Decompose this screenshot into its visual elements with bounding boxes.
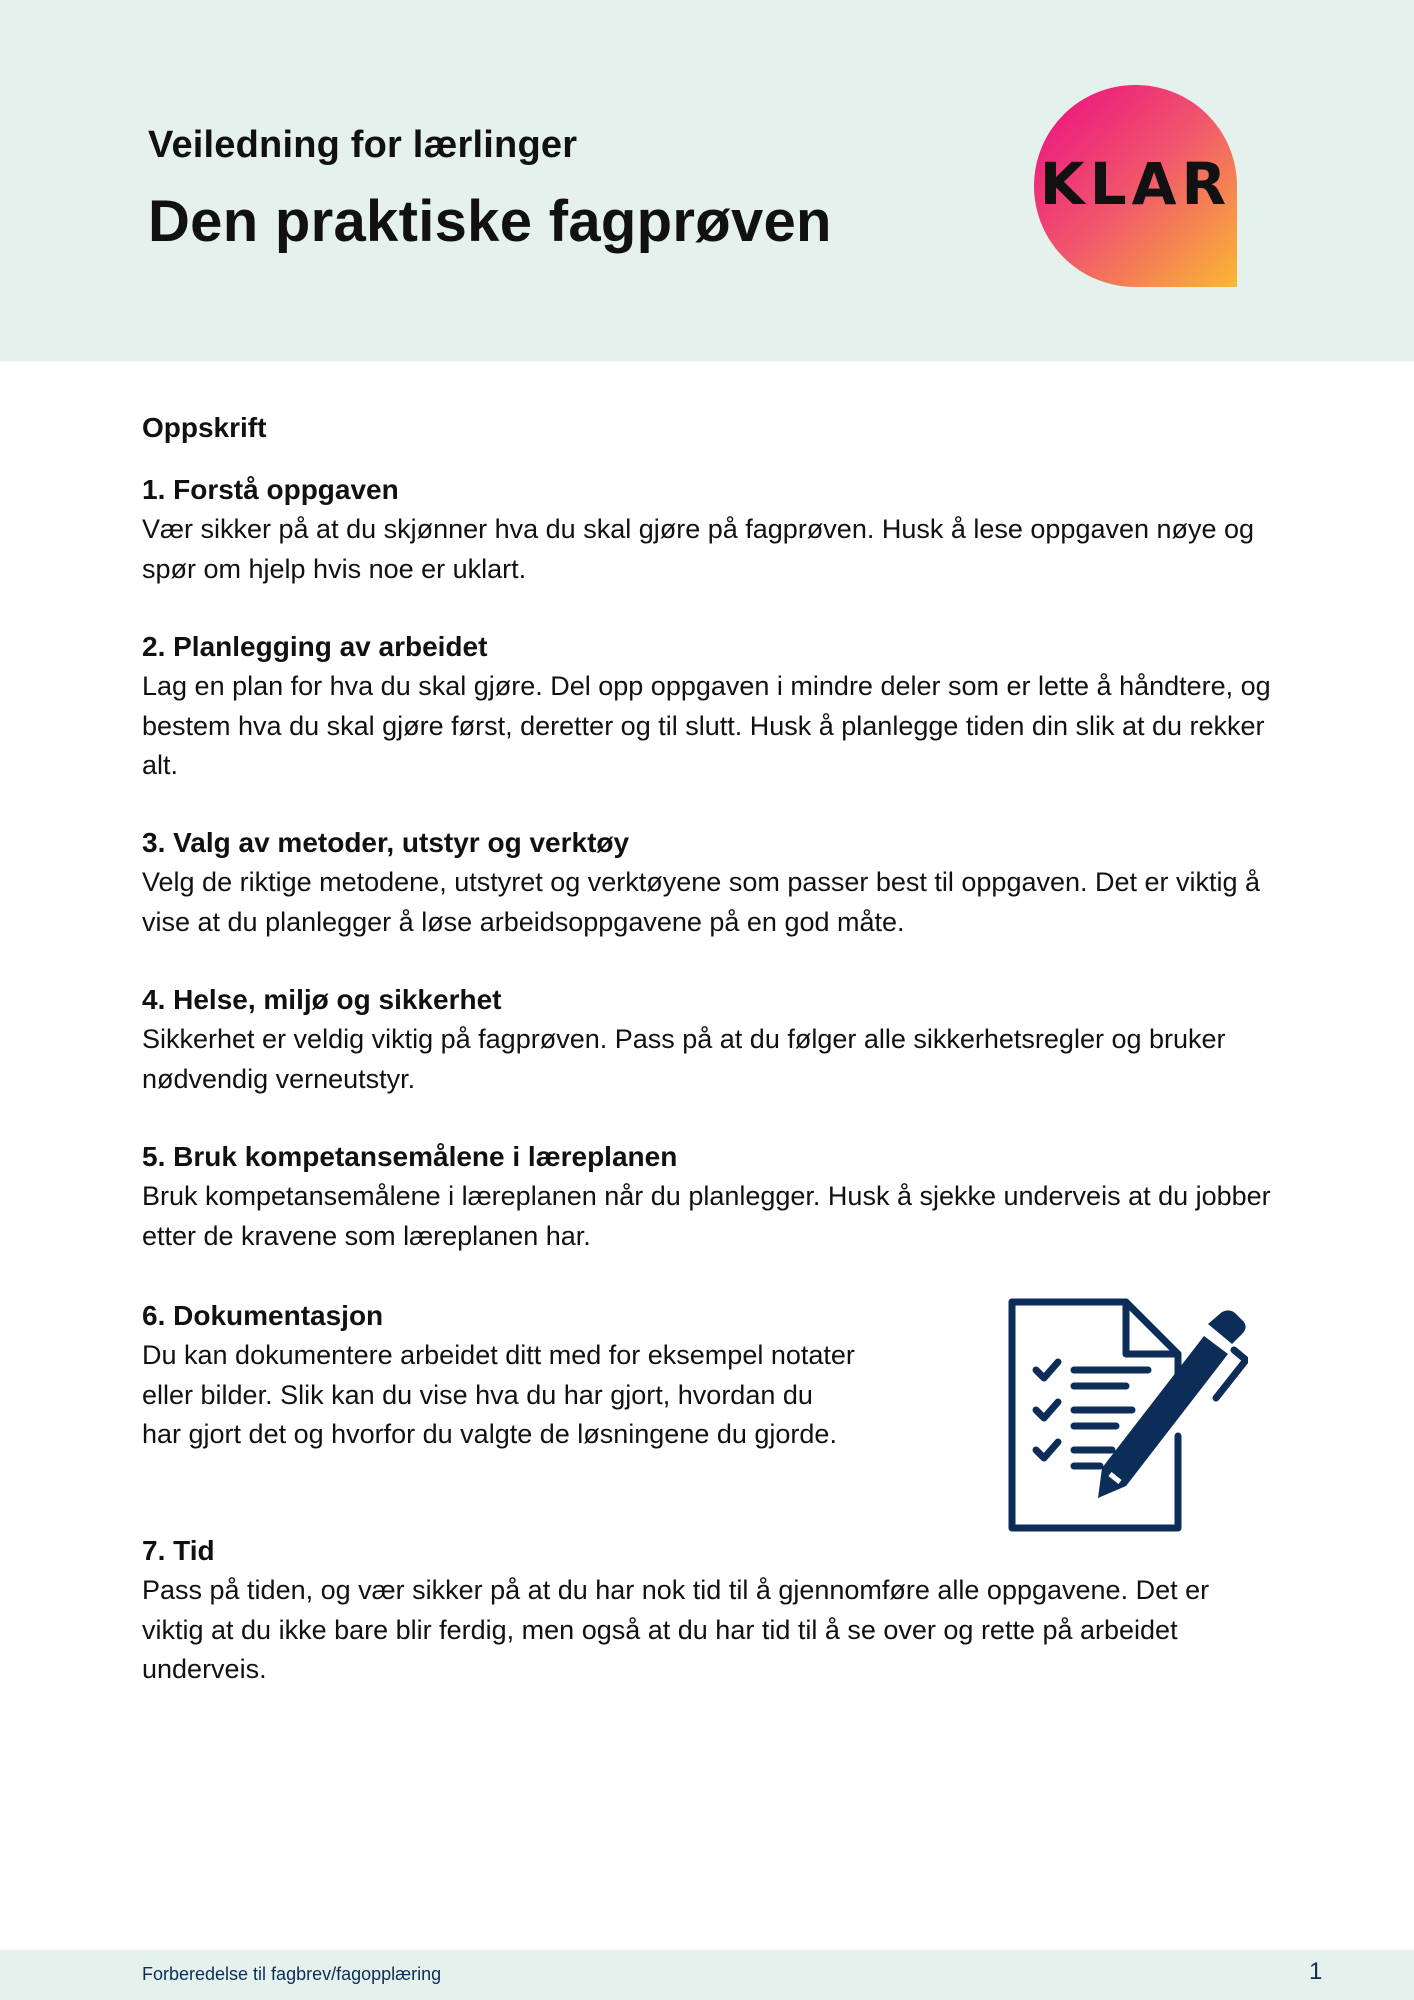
step-heading: 2. Planlegging av arbeidet xyxy=(142,631,488,662)
step-text: Sikkerhet er veldig viktig på fagprøven. Pass på at du følger alle sikkerhetsregler og bruker nødvendig verneutstyr. xyxy=(142,1024,1226,1094)
step-6 xyxy=(142,1296,857,1455)
step-4 xyxy=(142,980,1272,1099)
step-text: Lag en plan for hva du skal gjøre. Del opp oppgaven i mindre deler som er lette å håndtere, og bestem hva du skal gjøre først, deretter og til slutt. Husk å planlegge tiden din slik at du rekker alt. xyxy=(142,671,1271,780)
step-heading: 5. Bruk kompetansemålene i læreplanen xyxy=(142,1141,678,1172)
footer-band xyxy=(0,1950,1414,2000)
checklist-pencil-icon xyxy=(1008,1298,1248,1534)
step-3 xyxy=(142,823,1272,942)
footer-text: Forberedelse til fagbrev/fagopplæring xyxy=(142,1964,442,1984)
header-band xyxy=(0,0,1414,361)
klar-logo xyxy=(1034,85,1237,287)
check-icon xyxy=(1036,1362,1058,1378)
check-icon xyxy=(1036,1402,1058,1418)
step-heading: 7. Tid xyxy=(142,1535,215,1566)
document-title: Den praktiske fagprøven xyxy=(148,189,832,254)
document-subtitle: Veiledning for lærlinger xyxy=(148,124,578,166)
section-title: Oppskrift xyxy=(142,412,267,443)
step-heading: 3. Valg av metoder, utstyr og verktøy xyxy=(142,827,630,858)
step-heading: 1. Forstå oppgaven xyxy=(142,474,399,505)
step-2 xyxy=(142,627,1272,786)
step-7 xyxy=(142,1531,1272,1690)
step-text: Bruk kompetansemålene i læreplanen når du planlegger. Husk å sjekke underveis at du jobber etter de kravene som læreplanen har. xyxy=(142,1181,1271,1251)
step-heading: 6. Dokumentasjon xyxy=(142,1300,384,1331)
check-icon xyxy=(1036,1442,1058,1458)
step-text: Velg de riktige metodene, utstyret og verktøyene som passer best til oppgaven. Det er viktig å vise at du planlegger å løse arbeidsoppgavene på en god måte. xyxy=(142,867,1261,937)
step-heading: 4. Helse, miljø og sikkerhet xyxy=(142,984,502,1015)
page-number: 1 xyxy=(1309,1958,1323,1985)
step-text: Pass på tiden, og vær sikker på at du har nok tid til å gjennomføre alle oppgavene. Det er viktig at du ikke bare blir ferdig, men også at du har tid til å se over og rette på arbeidet underveis. xyxy=(142,1575,1210,1684)
pencil-icon xyxy=(1098,1310,1246,1498)
main-content xyxy=(142,408,1272,1684)
step-text: Vær sikker på at du skjønner hva du skal gjøre på fagprøven. Husk å lese oppgaven nøye og spør om hjelp hvis noe er uklart. xyxy=(142,514,1255,584)
step-1 xyxy=(142,470,1272,589)
step-5 xyxy=(142,1137,1272,1256)
logo-text: KLAR xyxy=(1039,150,1232,218)
step-text: Du kan dokumentere arbeidet ditt med for eksempel notater eller bilder. Slik kan du vise hva du har gjort, hvordan du har gjort det og hvorfor du valgte de løsningene du gjorde. xyxy=(142,1340,855,1449)
